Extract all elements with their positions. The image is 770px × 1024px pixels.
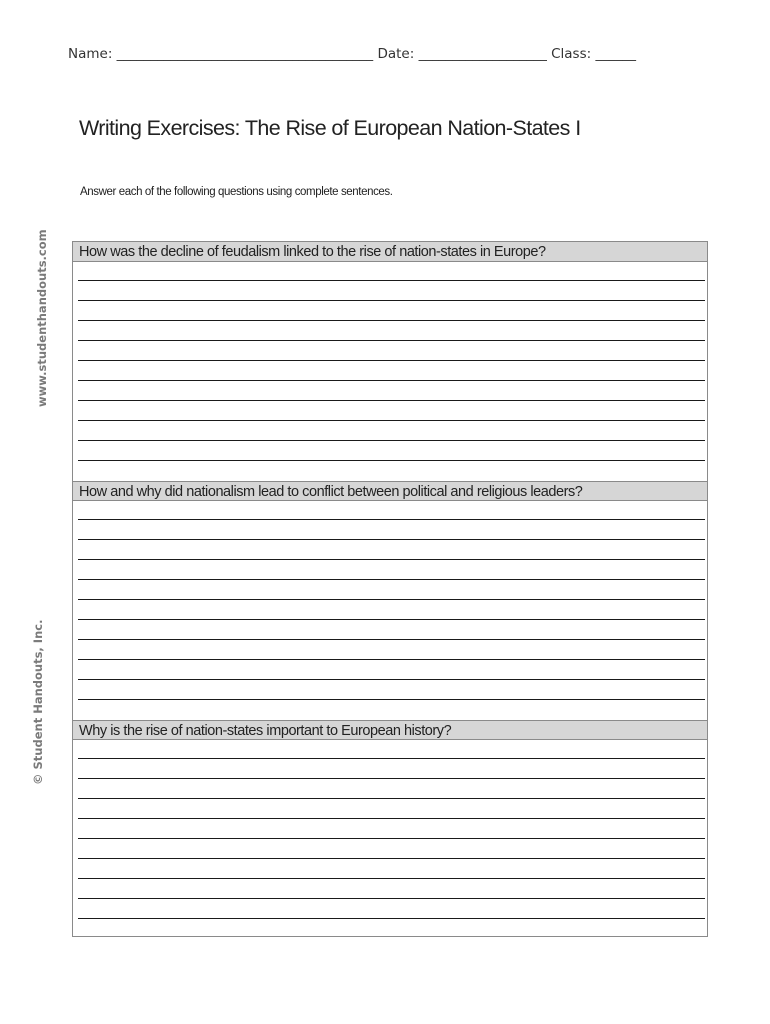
answer-line[interactable] — [78, 380, 705, 381]
answer-line[interactable] — [78, 878, 705, 879]
answer-line[interactable] — [78, 280, 705, 281]
answer-table — [72, 241, 708, 937]
answer-line[interactable] — [78, 659, 705, 660]
question-1-text: How was the decline of feudalism linked to the rise of nation-states in Europe? — [73, 242, 707, 262]
answer-line[interactable] — [78, 539, 705, 540]
copyright-watermark: © Student Handouts, Inc. — [31, 619, 45, 785]
answer-line[interactable] — [78, 460, 705, 461]
question-section-3 — [73, 720, 707, 938]
question-2-text: How and why did nationalism lead to conflict between political and religious leaders? — [73, 481, 707, 501]
answer-line[interactable] — [78, 519, 705, 520]
website-watermark: www.studenthandouts.com — [35, 229, 49, 407]
answer-line[interactable] — [78, 599, 705, 600]
answer-line[interactable] — [78, 798, 705, 799]
question-section-2 — [73, 481, 707, 720]
answer-line[interactable] — [78, 778, 705, 779]
question-section-1 — [73, 242, 707, 481]
answer-line[interactable] — [78, 699, 705, 700]
answer-line[interactable] — [78, 420, 705, 421]
worksheet-title: Writing Exercises: The Rise of European Nation-States I — [79, 116, 581, 140]
answer-line[interactable] — [78, 300, 705, 301]
answer-line[interactable] — [78, 858, 705, 859]
answer-line[interactable] — [78, 619, 705, 620]
name-date-class-line[interactable]: Name: ______________________________________ Date: ___________________ Class: ______ — [68, 46, 636, 62]
answer-line[interactable] — [78, 758, 705, 759]
answer-line[interactable] — [78, 818, 705, 819]
answer-line[interactable] — [78, 360, 705, 361]
answer-line[interactable] — [78, 639, 705, 640]
answer-line[interactable] — [78, 838, 705, 839]
answer-line[interactable] — [78, 320, 705, 321]
answer-line[interactable] — [78, 440, 705, 441]
question-3-text: Why is the rise of nation-states important to European history? — [73, 720, 707, 740]
instructions-text: Answer each of the following questions using complete sentences. — [80, 186, 393, 198]
answer-line[interactable] — [78, 559, 705, 560]
answer-line[interactable] — [78, 400, 705, 401]
answer-line[interactable] — [78, 918, 705, 919]
answer-line[interactable] — [78, 579, 705, 580]
answer-line[interactable] — [78, 898, 705, 899]
answer-line[interactable] — [78, 679, 705, 680]
answer-line[interactable] — [78, 340, 705, 341]
